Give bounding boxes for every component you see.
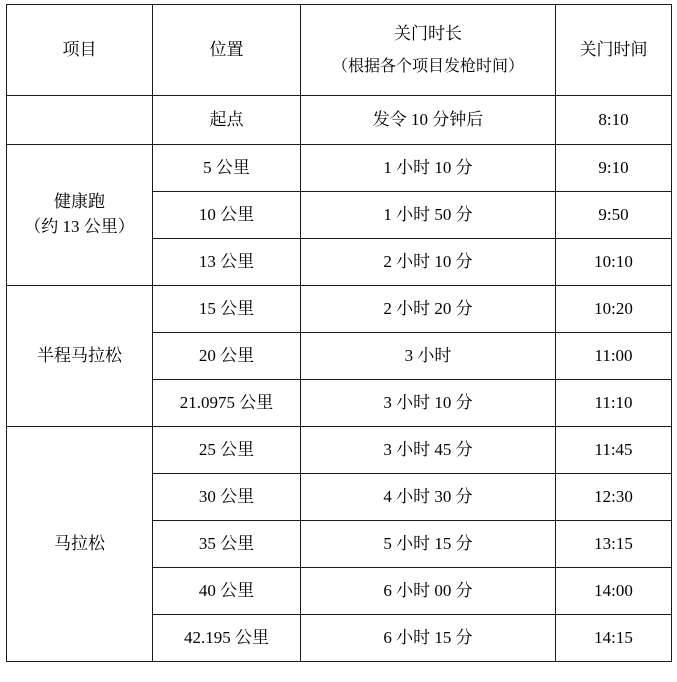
duration-cell: 3 小时 10 分 — [301, 380, 556, 427]
time-cell: 11:45 — [556, 427, 672, 474]
time-cell: 9:10 — [556, 145, 672, 192]
position-cell: 5 公里 — [153, 145, 301, 192]
position-cell: 10 公里 — [153, 192, 301, 239]
time-cell: 10:10 — [556, 239, 672, 286]
position-cell: 40 公里 — [153, 568, 301, 615]
duration-cell: 1 小时 10 分 — [301, 145, 556, 192]
time-cell: 12:30 — [556, 474, 672, 521]
duration-cell: 4 小时 30 分 — [301, 474, 556, 521]
duration-cell: 5 小时 15 分 — [301, 521, 556, 568]
position-cell: 21.0975 公里 — [153, 380, 301, 427]
group-cell-empty — [7, 96, 153, 145]
group-label-line: （约 13 公里） — [24, 217, 135, 236]
duration-cell: 1 小时 50 分 — [301, 192, 556, 239]
header-cell-time: 关门时间 — [556, 5, 672, 96]
group-cell-half-marathon — [7, 286, 153, 427]
table-row — [7, 96, 672, 145]
closing-time-table — [6, 4, 672, 662]
time-cell: 14:00 — [556, 568, 672, 615]
position-cell: 20 公里 — [153, 333, 301, 380]
time-cell: 11:00 — [556, 333, 672, 380]
position-cell: 35 公里 — [153, 521, 301, 568]
group-label-line: 马拉松 — [54, 533, 105, 553]
duration-cell: 发令 10 分钟后 — [301, 96, 556, 145]
duration-cell: 3 小时 — [301, 333, 556, 380]
position-cell: 13 公里 — [153, 239, 301, 286]
duration-cell: 2 小时 10 分 — [301, 239, 556, 286]
time-cell: 14:15 — [556, 615, 672, 662]
time-cell: 13:15 — [556, 521, 672, 568]
header-cell-duration — [301, 5, 556, 96]
group-cell-health-run — [7, 145, 153, 286]
group-cell-marathon — [7, 427, 153, 662]
duration-cell: 2 小时 20 分 — [301, 286, 556, 333]
time-cell: 11:10 — [556, 380, 672, 427]
header-cell-item: 项目 — [7, 5, 153, 96]
position-cell: 15 公里 — [153, 286, 301, 333]
table-header-row — [7, 5, 672, 96]
header-duration-sub: （根据各个项目发枪时间） — [331, 57, 524, 75]
header-cell-position: 位置 — [153, 5, 301, 96]
position-cell: 42.195 公里 — [153, 615, 301, 662]
time-cell: 10:20 — [556, 286, 672, 333]
table-row — [7, 145, 672, 192]
duration-cell: 3 小时 45 分 — [301, 427, 556, 474]
position-cell: 25 公里 — [153, 427, 301, 474]
position-cell: 30 公里 — [153, 474, 301, 521]
table-row — [7, 427, 672, 474]
duration-cell: 6 小时 15 分 — [301, 615, 556, 662]
time-cell: 9:50 — [556, 192, 672, 239]
header-duration-main: 关门时长 — [394, 24, 462, 44]
position-cell: 起点 — [153, 96, 301, 145]
group-label-line: 半程马拉松 — [37, 345, 122, 365]
duration-cell: 6 小时 00 分 — [301, 568, 556, 615]
group-label-line: 健康跑 — [54, 192, 105, 212]
time-cell: 8:10 — [556, 96, 672, 145]
table-row — [7, 286, 672, 333]
